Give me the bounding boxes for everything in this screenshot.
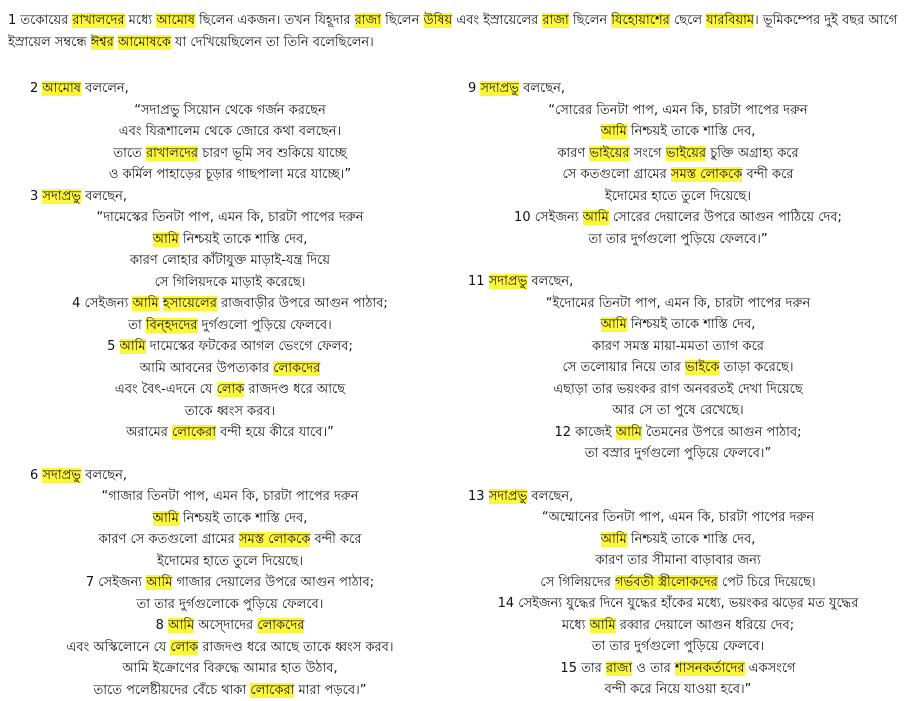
text-segment: পেট চিরে দিয়েছে। <box>718 575 816 590</box>
text-segment: ছিলেন <box>381 13 424 28</box>
poem-line <box>30 143 430 165</box>
text-segment: তা <box>128 318 146 333</box>
text-segment: সে গিলিয়দের <box>540 575 615 590</box>
text-segment: ইদোমের হাতে তুলে দিয়েছে। <box>157 554 303 569</box>
text-segment: নিশ্চয়ই তাকে শাস্তি দেব, <box>179 232 308 247</box>
section-gap <box>30 444 430 465</box>
text-segment: বলছেন, <box>527 489 573 504</box>
text-segment: 4 সেইজন্য <box>72 296 132 311</box>
text-segment: তা তার দুর্গগুলো পুড়িয়ে ফেলবে।” <box>588 232 767 247</box>
text-segment: বন্দী করে <box>742 167 793 182</box>
text-segment: তাকে ধ্বংস করব। <box>185 404 275 419</box>
text-segment: 2 <box>30 81 42 96</box>
poem-line <box>30 551 430 573</box>
text-segment: রাজবাড়ীর উপরে আগুন পাঠাব; <box>217 296 388 311</box>
highlighted-word: আমি <box>153 511 179 526</box>
highlighted-word: আমোষ <box>156 13 195 28</box>
text-segment: কারণ লোহার কাঁটাযুক্ত মাড়াই-যন্ত্র দিয়ে <box>130 253 330 268</box>
poem-line <box>30 486 430 508</box>
highlighted-word: লোকেরা <box>172 425 216 440</box>
verse-heading <box>468 486 888 508</box>
section-gap <box>468 250 888 271</box>
highlighted-word: ভাইয়ের <box>589 146 629 161</box>
poem-line <box>468 679 888 701</box>
verse-heading <box>30 78 430 100</box>
poem-line <box>468 615 888 637</box>
poem-line <box>468 443 888 465</box>
text-segment: আমি আবনের উপত্যকার <box>140 361 274 376</box>
highlighted-word: ভাইকে <box>685 360 720 375</box>
poem-line <box>30 293 430 315</box>
text-segment: সোরের দেয়ালের উপরে আগুন পাঠিয়ে দেব; <box>609 210 842 225</box>
text-segment: “সদাপ্রভু সিয়োন থেকে গর্জন করছেন <box>134 103 326 118</box>
highlighted-word: সদাপ্রভু <box>489 274 528 289</box>
text-segment: 10 সেইজন্য <box>514 210 583 225</box>
highlighted-word: রাখালদের <box>72 13 124 28</box>
poem-line <box>468 400 888 422</box>
poem-line <box>468 186 888 208</box>
poem-line <box>30 315 430 337</box>
text-segment: বন্দী করে <box>310 532 361 547</box>
poem-line <box>30 121 430 143</box>
text-segment: 14 সেইজন্য যুদ্ধের দিনে যুদ্ধের হাঁকের মধ্যে, ভয়ংকর ঝড়ের মত যুদ্ধের <box>498 596 859 611</box>
highlighted-word: লোকদের <box>273 361 320 376</box>
highlighted-word: আমি <box>120 339 146 354</box>
text-segment: এবং বৈৎ-এদনে যে <box>115 382 217 397</box>
poem-line <box>468 293 888 315</box>
text-segment: “অম্মোনের তিনটা পাপ, এমন কি, চারটা পাপের দরুন <box>542 510 814 525</box>
text-segment: সংগে <box>630 146 666 161</box>
section-gap <box>468 465 888 486</box>
highlighted-word: রাজা <box>542 13 568 28</box>
text-segment: 3 <box>30 189 42 204</box>
poem-line <box>30 594 430 616</box>
text-segment: নিশ্চয়ই তাকে শাস্তি দেব, <box>627 317 756 332</box>
text-segment: দুর্গগুলো পুড়িয়ে ফেলবে। <box>198 318 332 333</box>
poem-stanza <box>30 486 430 701</box>
text-segment: মধ্যে <box>562 618 590 633</box>
poem-line <box>468 357 888 379</box>
text-segment: বলছেন, <box>519 81 565 96</box>
text-segment: অস্দোদের <box>194 618 257 633</box>
text-segment: আমি ইক্রোণের বিরুদ্ধে আমার হাত উঠাব, <box>122 661 337 676</box>
text-segment: মারা পড়বে।” <box>294 683 366 698</box>
poem-stanza <box>468 507 888 701</box>
highlighted-word: লোক <box>170 640 198 655</box>
highlighted-word: সদাপ্রভু <box>489 489 528 504</box>
text-segment: ছিলেন একজন। তখন যিহূদার <box>195 13 355 28</box>
text-segment: বলছেন, <box>81 189 127 204</box>
text-segment: চারণ ভূমি সব শুকিয়ে যাচ্ছে <box>198 146 347 161</box>
text-segment: রাজদণ্ড ধরে আছে <box>244 382 345 397</box>
text-segment: দামেস্কের ফটকের আগল ভেংগে ফেলব; <box>146 339 353 354</box>
verse-heading <box>468 271 888 293</box>
text-segment: যা দেখিয়েছিলেন তা তিনি বলেছিলেন। <box>171 35 374 50</box>
highlighted-word: শাসনকর্তাদের <box>675 661 745 676</box>
text-segment: তাতে পলেষ্টীয়দের বেঁচে থাকা <box>93 683 250 698</box>
text-segment: বন্দী হয়ে কীরে যাবে।” <box>216 425 334 440</box>
text-segment: রাজদণ্ড ধরে আছে তাকে ধ্বংস করব। <box>198 640 393 655</box>
highlighted-word: বিন্হদদের <box>146 318 198 333</box>
poem-stanza <box>468 100 888 251</box>
poem-stanza <box>30 100 430 186</box>
text-segment: চুক্তি অগ্রাহ্য করে <box>706 146 799 161</box>
highlighted-word: ঈশ্বর <box>91 35 114 50</box>
text-segment: রব্বার দেয়ালে আগুন ধরিয়ে দেব; <box>616 618 795 633</box>
poem-line <box>30 229 430 251</box>
poem-line <box>468 100 888 122</box>
text-segment: 8 <box>156 618 168 633</box>
poem-line <box>468 572 888 594</box>
text-segment: “গাজার তিনটা পাপ, এমন কি, চারটা পাপের দরুন <box>101 489 358 504</box>
highlighted-word: আমি <box>601 532 627 547</box>
text-segment: 1 তকোয়ের <box>8 13 72 28</box>
text-segment: গাজার দেয়ালের উপরে আগুন পাঠাব; <box>172 575 374 590</box>
highlighted-word: সদাপ্রভু <box>480 81 519 96</box>
text-segment: আর সে তা পুষে রেখেছে। <box>612 403 743 418</box>
poem-line <box>468 379 888 401</box>
poem-line <box>30 680 430 701</box>
text-segment: 12 কাজেই <box>554 425 615 440</box>
highlighted-word: রাখালদের <box>146 146 198 161</box>
highlighted-word: আমি <box>153 232 179 247</box>
text-segment: তা তার দুর্গগুলো পুড়িয়ে ফেলবে। <box>592 639 765 654</box>
text-segment: এছাড়া তার ভয়ংকর রাগ অনবরতই দেখা দিয়েছে <box>553 382 803 397</box>
text-segment: কারণ তার সীমানা বাড়াবার জন্য <box>595 553 760 568</box>
poem-line <box>468 336 888 358</box>
text-segment: তৈমনের উপরে আগুন পাঠাব; <box>642 425 802 440</box>
poem-line <box>468 507 888 529</box>
poem-line <box>468 636 888 658</box>
highlighted-word: ভাইয়ের <box>666 146 706 161</box>
highlighted-word: আমোষ <box>42 81 81 96</box>
text-segment: তা তার দুর্গগুলোকে পুড়িয়ে ফেলবে। <box>137 597 324 612</box>
poem-line <box>468 593 888 615</box>
poem-line <box>30 358 430 380</box>
text-segment: মধ্যে <box>125 13 157 28</box>
poem-stanza <box>30 207 430 444</box>
poem-line <box>30 379 430 401</box>
highlighted-word: আমি <box>583 210 609 225</box>
highlighted-word: সদাপ্রভু <box>42 189 81 204</box>
poem-line <box>30 508 430 530</box>
text-segment: ইদোমের হাতে তুলে দিয়েছে। <box>605 189 751 204</box>
highlighted-word: আমি <box>146 575 172 590</box>
text-segment: 11 <box>468 274 489 289</box>
text-segment: 7 সেইজন্য <box>86 575 146 590</box>
poem-line <box>30 164 430 186</box>
poem-line <box>30 100 430 122</box>
highlighted-word: আমি <box>590 618 616 633</box>
text-segment: “সোরের তিনটা পাপ, এমন কি, চারটা পাপের দরুন <box>548 103 807 118</box>
text-segment: তা বস্রার দুর্গগুলো পুড়িয়ে ফেলবে।” <box>585 446 771 461</box>
text-segment: সে কতগুলো গ্রামের <box>563 167 671 182</box>
highlighted-word: যারবিয়াম <box>706 13 754 28</box>
text-segment: 6 <box>30 468 42 483</box>
poem-line <box>30 336 430 358</box>
text-segment: তাড়া করেছে। <box>719 360 793 375</box>
verse-heading <box>30 465 430 487</box>
poem-line <box>468 314 888 336</box>
text-segment: 5 <box>107 339 119 354</box>
poem-line <box>30 401 430 423</box>
highlighted-word: লোক <box>217 382 245 397</box>
text-segment: কারণ <box>557 146 589 161</box>
poem-stanza <box>468 293 888 465</box>
text-segment: 9 <box>468 81 480 96</box>
poem-line <box>468 550 888 572</box>
text-segment: ছেলে <box>670 13 706 28</box>
text-segment: বলছেন, <box>81 468 127 483</box>
poem-line <box>468 143 888 165</box>
text-segment: ছিলেন <box>569 13 612 28</box>
text-segment: “দামেস্কের তিনটা পাপ, এমন কি, চারটা পাপের দরুন <box>96 210 363 225</box>
text-segment: ও তার <box>632 661 675 676</box>
poem-line <box>30 272 430 294</box>
verse-heading <box>468 78 888 100</box>
text-segment: সে তলোয়ার নিয়ে তার <box>562 360 684 375</box>
highlighted-word: সমস্ত লোককে <box>239 532 310 547</box>
highlighted-word: লোকদের <box>257 618 304 633</box>
poem-line <box>30 658 430 680</box>
highlighted-word: আমি <box>168 618 194 633</box>
highlighted-word: গর্ভবতী স্ত্রীলোকদের <box>615 575 718 590</box>
text-segment: এবং যিরূশালেম থেকে জোরে কথা বলছেন। <box>119 124 341 139</box>
text-segment: নিশ্চয়ই তাকে শাস্তি দেব, <box>627 532 756 547</box>
highlighted-word: রাজা <box>355 13 381 28</box>
left-column <box>30 78 430 701</box>
text-segment: কারণ সমস্ত মায়া-মমতা ত্যাগ করে <box>592 339 764 354</box>
highlighted-word: লোকেরা <box>250 683 294 698</box>
text-segment: বলছেন, <box>527 274 573 289</box>
text-segment: সে গিলিয়দকে মাড়াই করেছে। <box>155 275 306 290</box>
text-segment: “ইদোমের তিনটা পাপ, এমন কি, চারটা পাপের দরুন <box>546 296 810 311</box>
text-segment: 13 <box>468 489 489 504</box>
highlighted-word: আমি <box>132 296 158 311</box>
text-segment: এবং ইস্রায়েলের <box>452 13 542 28</box>
highlighted-word: আমি <box>601 124 627 139</box>
poem-line <box>468 229 888 251</box>
poem-line <box>30 615 430 637</box>
poem-line <box>468 422 888 444</box>
highlighted-word: আমি <box>616 425 642 440</box>
text-segment: এবং অস্কিলোনে যে <box>67 640 171 655</box>
highlighted-word: হসায়েলের <box>163 296 217 311</box>
highlighted-word: আমোষকে <box>118 35 171 50</box>
poem-line <box>30 637 430 659</box>
poem-line <box>30 422 430 444</box>
text-segment: । ভূমিকম্পের দুই বছর আগে ইস্রায়েল সম্বন্ধে <box>8 13 897 50</box>
intro-paragraph <box>8 10 900 53</box>
highlighted-word: সদাপ্রভু <box>42 468 81 483</box>
highlighted-word: যিহোয়াশের <box>611 13 670 28</box>
text-segment: বললেন, <box>81 81 129 96</box>
text-segment: বন্দী করে নিয়ে যাওয়া হবে।” <box>605 682 752 697</box>
right-column <box>468 78 888 701</box>
text-segment: অরামের <box>126 425 172 440</box>
poem-line <box>468 658 888 680</box>
poem-line <box>30 250 430 272</box>
highlighted-word: উষিয় <box>424 13 453 28</box>
text-segment: তাতে <box>113 146 146 161</box>
poem-line <box>468 164 888 186</box>
poem-line <box>30 207 430 229</box>
text-segment: একসংগে <box>745 661 796 676</box>
text-segment: কারণ সে কতগুলো গ্রামের <box>99 532 239 547</box>
text-segment: 15 তার <box>560 661 605 676</box>
poem-line <box>30 572 430 594</box>
verse-heading <box>30 186 430 208</box>
text-segment: ও কর্মিল পাহাড়ের চূড়ার গাছপালা মরে যাচ্ছে।” <box>109 167 351 182</box>
poem-line <box>468 121 888 143</box>
highlighted-word: রাজা <box>606 661 632 676</box>
highlighted-word: সমস্ত লোককে <box>671 167 742 182</box>
poem-line <box>468 529 888 551</box>
text-segment: নিশ্চয়ই তাকে শাস্তি দেব, <box>179 511 308 526</box>
highlighted-word: আমি <box>601 317 627 332</box>
poem-line <box>30 529 430 551</box>
text-segment: নিশ্চয়ই তাকে শাস্তি দেব, <box>627 124 756 139</box>
poem-line <box>468 207 888 229</box>
